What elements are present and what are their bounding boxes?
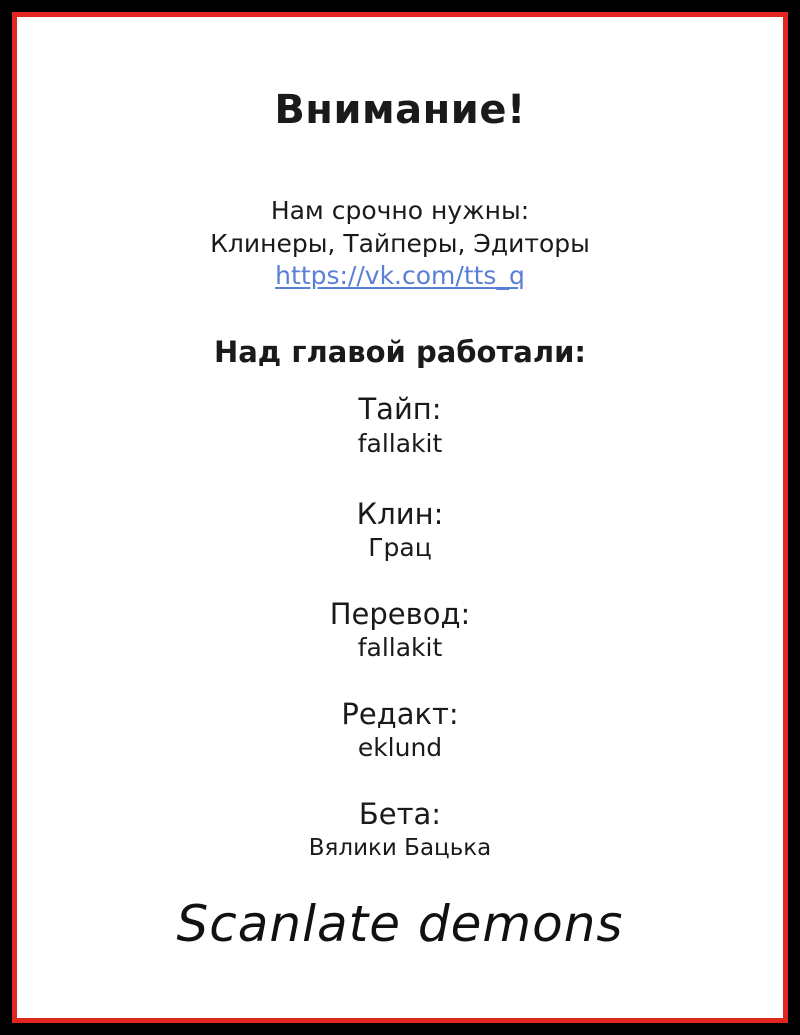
recruit-notice-line-2: Клинеры, Тайперы, Эдиторы <box>210 229 590 258</box>
credit-name-beta: Вялики Бацька <box>308 835 492 861</box>
credit-role-editing: Редакт: <box>341 697 459 731</box>
page-frame <box>12 12 788 1023</box>
team-signature: Scanlate demons <box>176 895 624 953</box>
credit-name-cleaning: Грац <box>368 533 432 562</box>
credit-name-typesetting: fallakit <box>357 429 443 458</box>
page-title: Внимание! <box>274 87 526 133</box>
credit-name-editing: eklund <box>357 733 443 762</box>
credit-name-translation: fallakit <box>357 633 443 662</box>
credits-page <box>17 17 783 1018</box>
credit-role-beta: Бета: <box>358 797 442 831</box>
recruit-notice-line-1: Нам срочно нужны: <box>270 196 530 225</box>
credit-role-translation: Перевод: <box>329 597 471 631</box>
recruit-link-wrapper <box>17 260 783 292</box>
recruit-link[interactable]: https://vk.com/tts_q <box>275 261 525 290</box>
credit-role-typesetting: Тайп: <box>358 392 442 426</box>
credit-role-cleaning: Клин: <box>356 497 444 531</box>
credits-heading: Над главой работали: <box>213 335 587 369</box>
